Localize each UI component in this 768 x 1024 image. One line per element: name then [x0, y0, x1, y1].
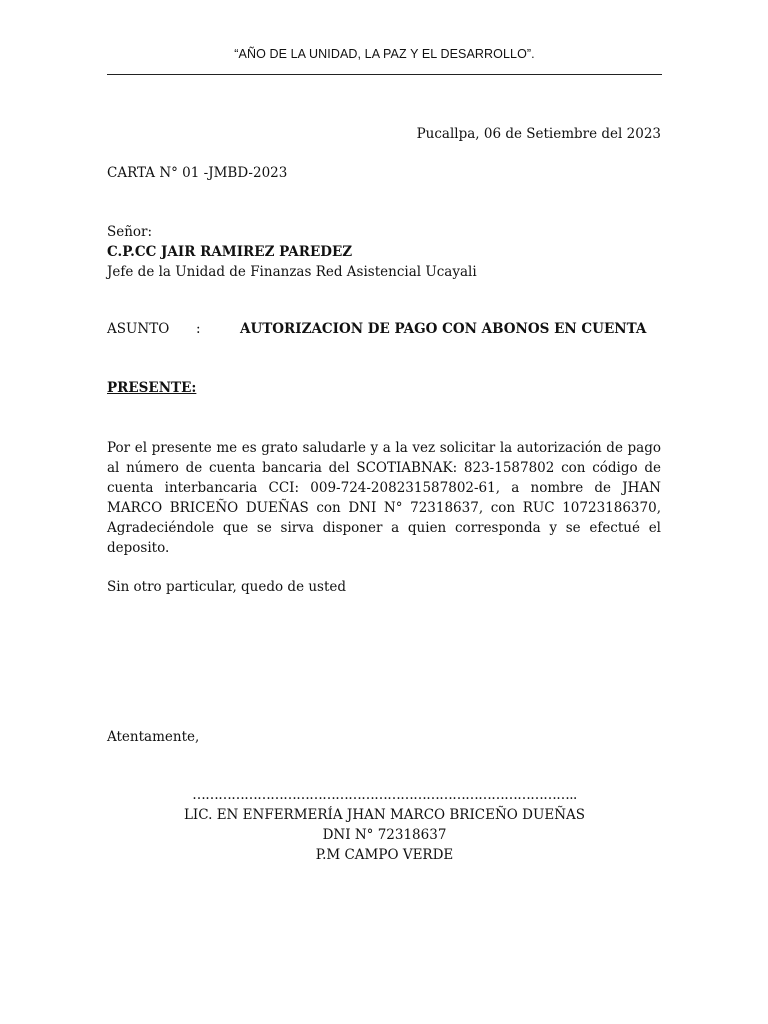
header-motto: “AÑO DE LA UNIDAD, LA PAZ Y EL DESARROLLO”. — [234, 47, 535, 61]
header-divider — [107, 74, 662, 75]
place-date: Pucallpa, 06 de Setiembre del 2023 — [416, 126, 661, 142]
signatory-name: LIC. EN ENFERMERÍA JHAN MARCO BRICEÑO DUEÑAS — [183, 807, 586, 823]
signatory-location: P.M CAMPO VERDE — [315, 847, 454, 863]
subject-colon: : — [196, 321, 201, 337]
body-paragraph: Por el presente me es grato saludarle y a la vez solicitar la autorización de pago al número de cuenta bancaria del SCOTIABNAK: 823-1587802 con código de cuenta interbancaria CCI: 009-724-208231587802-61, a nombre de JHAN MARCO BRICEÑO DUEÑAS con DNI N° 72318637, con RUC 10723186370, Agradeciéndole que se sirva disponer a quien corresponda y se efectué el deposito. — [107, 440, 661, 556]
closing-line: Sin otro particular, quedo de usted — [107, 579, 347, 595]
letter-number: CARTA N° 01 -JMBD-2023 — [107, 165, 288, 181]
subject-value: AUTORIZACION DE PAGO CON ABONOS EN CUENTA — [240, 321, 647, 337]
signatory-dni: DNI N° 72318637 — [322, 827, 447, 843]
signature-line: …………………………………………………………………………….. — [192, 787, 577, 803]
greeting: PRESENTE: — [107, 380, 197, 396]
farewell: Atentamente, — [107, 729, 200, 745]
recipient-salutation: Señor: — [107, 224, 153, 240]
recipient-name: C.P.CC JAIR RAMIREZ PAREDEZ — [107, 244, 353, 260]
recipient-block — [107, 222, 477, 282]
signature-block — [107, 785, 662, 865]
subject-label: ASUNTO — [107, 321, 170, 337]
recipient-position: Jefe de la Unidad de Finanzas Red Asistencial Ucayali — [107, 264, 477, 280]
